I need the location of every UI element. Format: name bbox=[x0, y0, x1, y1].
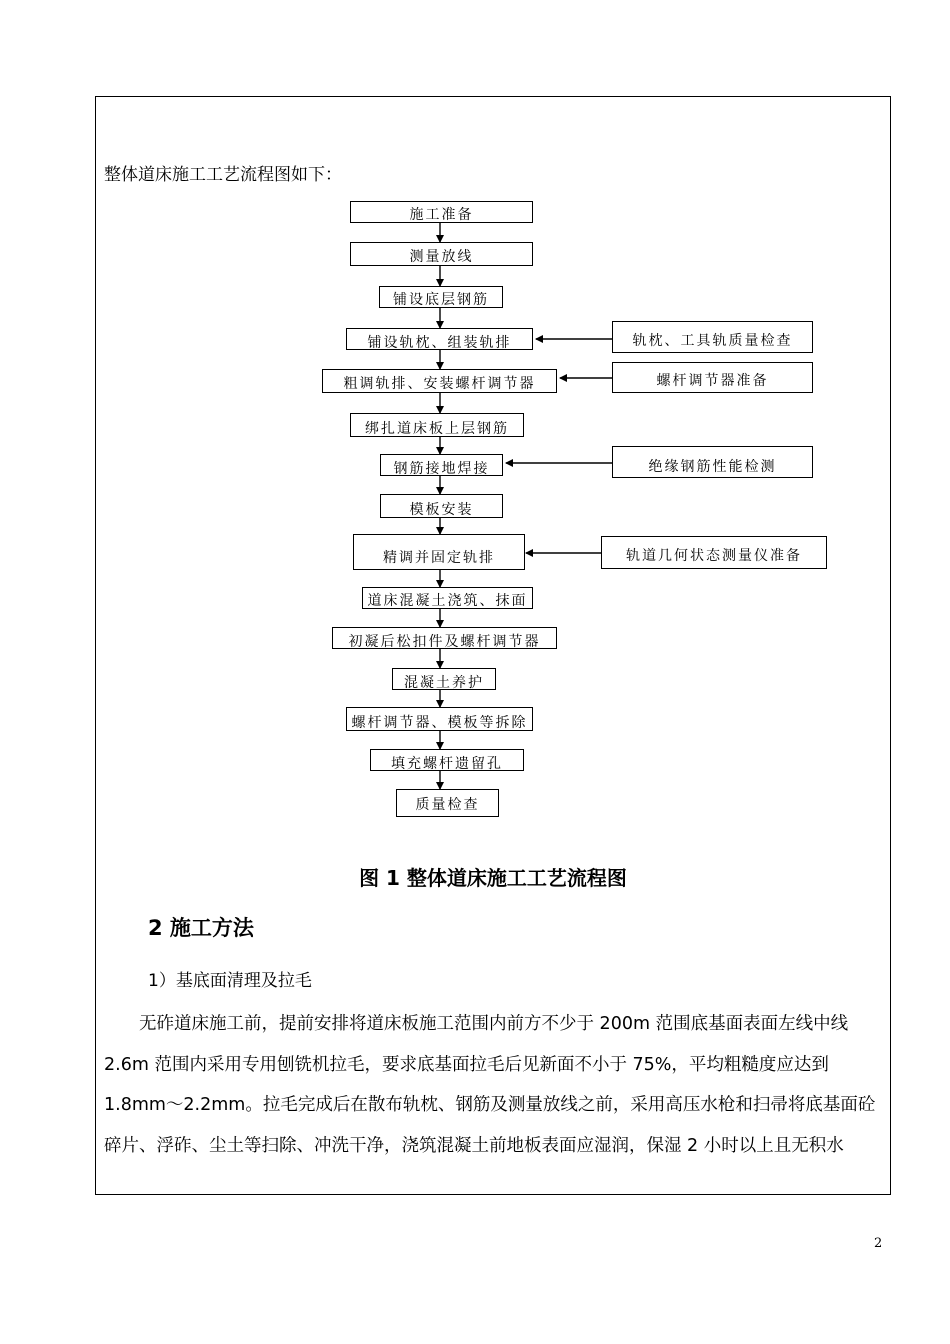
body-paragraph: 无砟道床施工前，提前安排将道床板施工范围内前方不少于 200m 范围底基面表面左线中线 2.6m 范围内采用专用刨铣机拉毛，要求底基面拉毛后见新面不小于 75%，平均粗糙度应达到 1.8mm～2.2mm。拉毛完成后在散布轨枕、钢筋及测量放线之前，采用高压水枪和扫帚将底基面砼碎片、浮砟、尘土等扫除、冲洗干净，浇筑混凝土前地板表面应湿润，保湿 2 小时以上且无积水 bbox=[104, 1014, 876, 1156]
flow-step-box: 粗调轨排、安装螺杆调节器 bbox=[322, 369, 557, 393]
flow-step-box: 铺设底层钢筋 bbox=[379, 286, 503, 308]
section-heading: 2 施工方法 bbox=[148, 916, 254, 940]
flow-step-box: 绑扎道床板上层钢筋 bbox=[350, 413, 524, 437]
flow-step-box: 混凝土养护 bbox=[392, 668, 496, 690]
flow-step-box: 质量检查 bbox=[396, 789, 499, 817]
flow-step-box: 钢筋接地焊接 bbox=[380, 454, 503, 476]
side-step-box: 轨道几何状态测量仪准备 bbox=[601, 536, 827, 569]
figure-caption: 图 1 整体道床施工工艺流程图 bbox=[359, 866, 627, 890]
flow-step-box: 道床混凝土浇筑、抹面 bbox=[362, 587, 533, 609]
flow-step-box: 铺设轨枕、组装轨排 bbox=[346, 328, 533, 350]
flow-step-box: 模板安装 bbox=[380, 494, 503, 518]
flow-step-box: 初凝后松扣件及螺杆调节器 bbox=[332, 627, 557, 649]
page-number: 2 bbox=[874, 1236, 883, 1251]
flow-step-box: 精调并固定轨排 bbox=[353, 534, 525, 570]
flow-step-box: 测量放线 bbox=[350, 242, 533, 266]
flow-step-box: 施工准备 bbox=[350, 201, 533, 223]
flow-step-box: 填充螺杆遗留孔 bbox=[370, 749, 524, 771]
flow-step-box: 螺杆调节器、模板等拆除 bbox=[346, 707, 533, 731]
side-step-box: 轨枕、工具轨质量检查 bbox=[612, 321, 813, 353]
subsection-heading: 1）基底面清理及拉毛 bbox=[148, 971, 312, 991]
intro-text: 整体道床施工工艺流程图如下： bbox=[104, 165, 342, 185]
side-step-box: 螺杆调节器准备 bbox=[612, 362, 813, 393]
side-step-box: 绝缘钢筋性能检测 bbox=[612, 446, 813, 478]
